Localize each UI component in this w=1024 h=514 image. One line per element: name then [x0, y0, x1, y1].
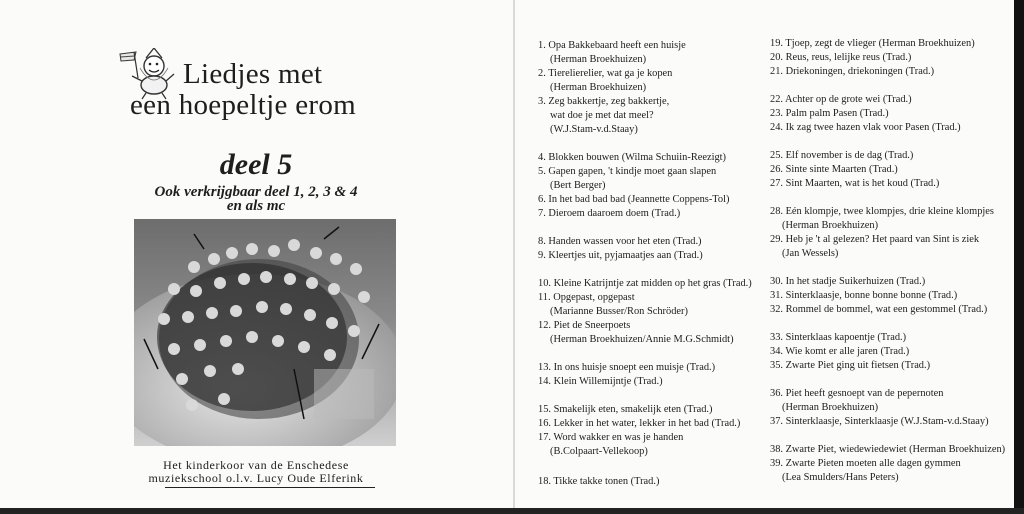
- list-item: 16. Lekker in het water, lekker in het bad (Trad.): [538, 418, 741, 429]
- caption-underline: [165, 487, 375, 488]
- list-item: (Herman Broekhuizen/Annie M.G.Schmidt): [550, 334, 734, 345]
- list-item: 13. In ons huisje snoept een muisje (Trad.): [538, 362, 716, 373]
- list-item: 32. Rommel de bommel, wat een gestommel (Trad.): [770, 304, 988, 315]
- list-item: (Herman Broekhuizen): [782, 220, 879, 231]
- list-item: 29. Heb je 't al gelezen? Het paard van Sint is ziek: [770, 234, 980, 245]
- list-item: 27. Sint Maarten, wat is het koud (Trad.): [770, 178, 940, 189]
- list-item: 33. Sinterklaas kapoentje (Trad.): [770, 332, 907, 343]
- list-item: 2. Tierelierelier, wat ga je kopen: [538, 68, 673, 79]
- availability-line-1: Ook verkrijgbaar deel 1, 2, 3 & 4: [154, 184, 358, 200]
- list-item: 36. Piet heeft gesnoept van de pepernoten: [770, 388, 944, 399]
- cover-page: [0, 0, 512, 508]
- scan-edge-right: [1014, 0, 1024, 514]
- list-item: 37. Sinterklaasje, Sinterklaasje (W.J.Stam-v.d.Staay): [770, 416, 989, 427]
- list-item: 39. Zwarte Pieten moeten alle dagen gymmen: [770, 458, 961, 469]
- list-item: 11. Opgepast, opgepast: [538, 292, 635, 303]
- list-item: (Lea Smulders/Hans Peters): [782, 472, 899, 483]
- page-fold: [513, 0, 515, 514]
- list-item: 26. Sinte sinte Maarten (Trad.): [770, 164, 898, 175]
- list-item: (Herman Broekhuizen): [550, 82, 647, 93]
- list-item: 22. Achter op de grote wei (Trad.): [770, 94, 912, 105]
- choir-photo-image: [134, 219, 396, 446]
- list-item: 5. Gapen gapen, 't kindje moet gaan slapen: [538, 166, 717, 177]
- list-item: 20. Reus, reus, lelijke reus (Trad.): [770, 52, 912, 63]
- list-item: 28. Eén klompje, twee klompjes, drie kleine klompjes: [770, 206, 994, 217]
- list-item: 6. In het bad bad bad (Jeannette Coppens-Tol): [538, 194, 730, 205]
- list-item: 30. In het stadje Suikerhuizen (Trad.): [770, 276, 926, 287]
- availability-line-2: en als mc: [226, 198, 286, 214]
- list-item: 23. Palm palm Pasen (Trad.): [770, 108, 889, 119]
- list-item: (W.J.Stam-v.d.Staay): [550, 124, 638, 135]
- list-item: 31. Sinterklaasje, bonne bonne bonne (Trad.): [770, 290, 958, 301]
- list-item: 7. Dieroem daaroem doem (Trad.): [538, 208, 681, 219]
- list-item: (Herman Broekhuizen): [550, 54, 647, 65]
- list-item: wat doe je met dat meel?: [550, 110, 654, 121]
- list-item: 38. Zwarte Piet, wiedewiedewiet (Herman Broekhuizen): [770, 444, 1006, 455]
- list-item: 21. Driekoningen, driekoningen (Trad.): [770, 66, 935, 77]
- scan-edge-bottom: [0, 508, 1024, 514]
- list-item: (Marianne Busser/Ron Schröder): [550, 306, 688, 317]
- list-item: (Jan Wessels): [782, 248, 839, 259]
- list-item: 19. Tjoep, zegt de vlieger (Herman Broekhuizen): [770, 38, 975, 49]
- list-item: 14. Klein Willemijntje (Trad.): [538, 376, 663, 387]
- list-item: 24. Ik zag twee hazen vlak voor Pasen (Trad.): [770, 122, 961, 133]
- list-item: 35. Zwarte Piet ging uit fietsen (Trad.): [770, 360, 931, 371]
- volume-label: deel 5: [219, 148, 293, 181]
- list-item: 12. Piet de Sneerpoets: [538, 320, 631, 331]
- list-item: 15. Smakelijk eten, smakelijk eten (Trad.): [538, 404, 713, 415]
- list-item: 3. Zeg bakkertje, zeg bakkertje,: [538, 96, 670, 107]
- list-item: 1. Opa Bakkebaard heeft een huisje: [538, 40, 686, 51]
- list-item: 34. Wie komt er alle jaren (Trad.): [770, 346, 910, 357]
- list-item: 8. Handen wassen voor het eten (Trad.): [538, 236, 702, 247]
- list-item: (Bert Berger): [550, 180, 606, 191]
- list-item: 9. Kleertjes uit, pyjamaatjes aan (Trad.): [538, 250, 703, 261]
- list-item: 10. Kleine Katrijntje zat midden op het gras (Trad.): [538, 278, 752, 289]
- list-item: 17. Word wakker en was je handen: [538, 432, 684, 443]
- caption-line-1: Het kinderkoor van de Enschedese: [163, 458, 349, 472]
- album-title-line-1: Liedjes met: [183, 58, 323, 90]
- list-item: 18. Tikke takke tonen (Trad.): [538, 476, 660, 487]
- album-title-line-2: een hoepeltje erom: [130, 89, 357, 121]
- list-item: 4. Blokken bouwen (Wilma Schuiin-Reezigt): [538, 152, 727, 163]
- list-item: (Herman Broekhuizen): [782, 402, 879, 413]
- caption-line-2: muziekschool o.l.v. Lucy Oude Elferink: [148, 471, 364, 485]
- list-item: (B.Colpaart-Vellekoop): [550, 446, 648, 457]
- list-item: 25. Elf november is de dag (Trad.): [770, 150, 914, 161]
- choir-photo: [134, 219, 396, 446]
